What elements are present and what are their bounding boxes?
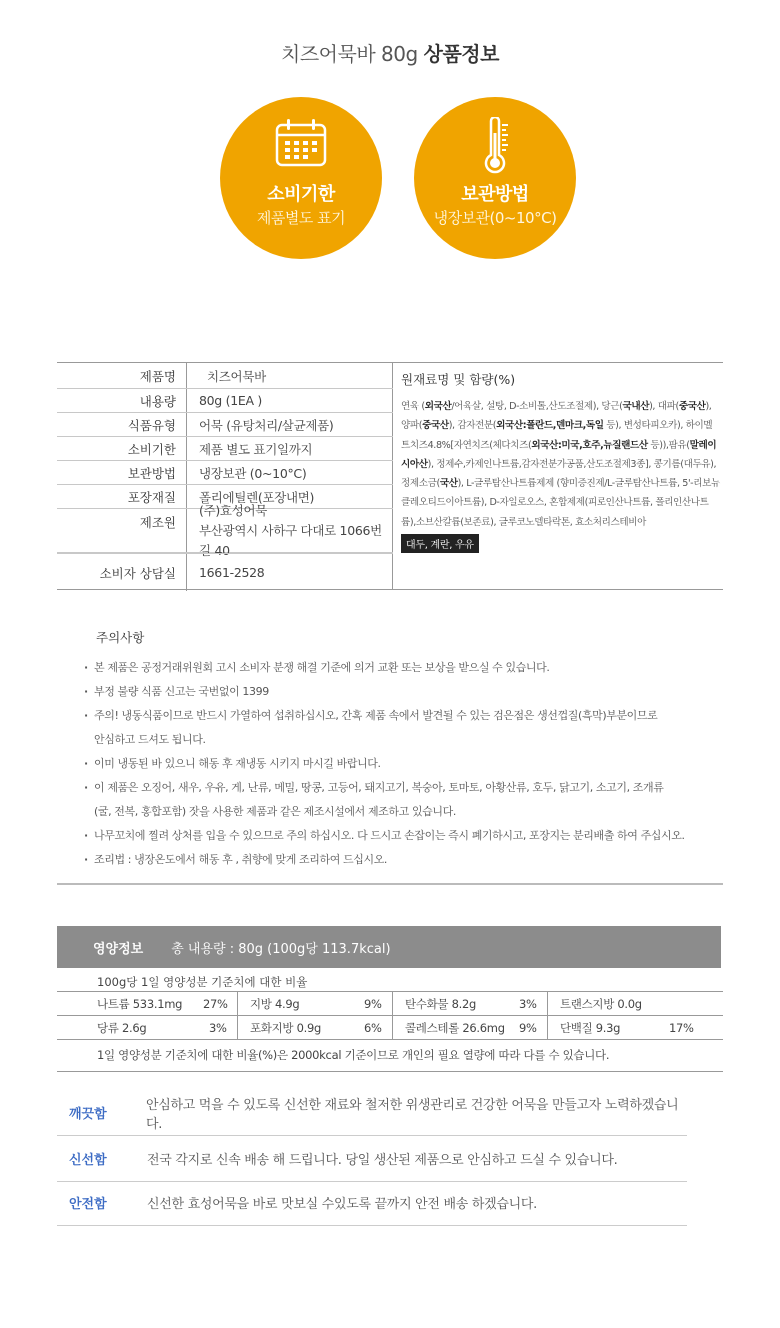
caution-text: 조리법 : 냉장온도에서 해동 후 , 취향에 맞게 조리하여 드십시오. <box>94 853 388 866</box>
info-value: 어묵 (유탕처리/살균제품) <box>199 417 334 433</box>
info-row-storage <box>57 461 393 485</box>
caution-text-continued: 안심하고 드셔도 됩니다. <box>94 733 206 746</box>
divider <box>547 992 548 1016</box>
info-row-contact <box>57 553 393 591</box>
ingredients-part: 등)),팜유( <box>647 439 690 451</box>
info-left-column <box>57 363 393 589</box>
product-info-table <box>57 362 723 590</box>
product-name: 치즈어묵바 80g <box>281 42 418 66</box>
divider <box>547 1016 548 1040</box>
info-row-expiry <box>57 437 393 461</box>
expiry-badge <box>220 97 382 259</box>
promise-text: 안심하고 먹을 수 있도록 신선한 재료와 철저한 위생관리로 건강한 어묵을 만들고자 노력하겠습니다. <box>145 1097 679 1132</box>
info-value: 치즈어묵바 <box>207 368 266 384</box>
ingredients-part: ), 정제수,카제인나트륨,감자전분가공품,산도조절제3종], 콩기름(대두유), 정제소금( <box>401 458 717 490</box>
storage-title: 보관방법 <box>461 184 529 205</box>
caution-text: 나무꼬치에 찔려 상처를 입을 수 있으므로 주의 하십시오. 다 드시고 손잡이는 즉시 폐기하시고, 포장지는 분리배출 하여 주십시오. <box>94 829 685 842</box>
manufacturer-name: (주)효성어묵 <box>199 502 268 518</box>
info-key: 소비자 상담실 <box>57 554 187 591</box>
info-value: 80g (1EA ) <box>199 393 262 408</box>
info-row-name <box>57 363 393 389</box>
nutrient-pct: 3% <box>209 1021 227 1035</box>
nutrient-pct: 3% <box>519 997 537 1011</box>
divider <box>57 883 723 885</box>
promise-text: 신선한 효성어묵을 바로 맛보실 수있도록 끝까지 안전 배송 하겠습니다. <box>147 1197 537 1212</box>
nutrition-row <box>57 1016 723 1040</box>
info-row-type <box>57 413 393 437</box>
ingredients-part: 연육 ( <box>401 401 425 412</box>
nutrient-name: 당류 2.6g <box>97 1021 147 1035</box>
expiry-subtitle: 제품별도 표기 <box>256 209 346 227</box>
nutrient-pct: 17% <box>669 1021 694 1035</box>
nutrient-name: 포화지방 0.9g <box>250 1021 321 1035</box>
ingredients-part: ), 양파( <box>401 401 712 432</box>
nutrient-name: 트랜스지방 0.0g <box>560 997 642 1011</box>
nutrition-header <box>57 926 721 968</box>
ingredients-text <box>401 397 721 532</box>
ingredients-origin: 외국산:폴란드,덴마크,독일 <box>496 420 604 432</box>
caution-list <box>82 656 722 872</box>
info-key: 내용량 <box>57 389 187 412</box>
storage-subtitle: 냉장보관(0~10°C) <box>433 209 557 227</box>
page-title <box>0 38 780 67</box>
caution-item <box>82 656 722 680</box>
nutrient-pct: 9% <box>519 1021 537 1035</box>
caution-item <box>82 704 722 752</box>
info-value: 1661-2528 <box>199 565 265 580</box>
info-key: 보관방법 <box>57 461 187 484</box>
allergy-badge: 대두, 계란, 우유 <box>401 534 479 553</box>
caution-text: 이미 냉동된 바 있으니 해동 후 재냉동 시키지 마시길 바랍니다. <box>94 757 381 770</box>
nutrition-table <box>57 991 723 1040</box>
caution-item <box>82 824 722 848</box>
info-key: 제품명 <box>57 363 187 388</box>
ingredients-part: ), 대파( <box>649 401 679 412</box>
caution-item <box>82 752 722 776</box>
nutrition-subtitle: 100g당 1일 영양성분 기준치에 대한 비율 <box>97 975 308 989</box>
caution-item <box>82 680 722 704</box>
ingredients-part: 등), 변성타피오카), 하이멜트치즈4.8%[자연치즈(체다치즈( <box>401 420 713 451</box>
promise-fresh <box>57 1136 687 1182</box>
ingredients-column <box>401 363 721 553</box>
ingredients-origin: 중국산 <box>422 420 449 432</box>
caution-item <box>82 848 722 872</box>
promise-clean <box>57 1090 687 1136</box>
nutrient-pct: 9% <box>364 997 382 1011</box>
info-row-manufacturer <box>57 502 393 558</box>
ingredients-origin: 국산 <box>439 478 458 490</box>
promise-safe <box>57 1180 687 1226</box>
info-value: 폴리에틸렌(포장내면) <box>199 489 315 505</box>
nutrient-name: 단백질 9.3g <box>560 1021 621 1035</box>
ingredients-origin: 중국산 <box>678 401 706 412</box>
ingredients-origin: 국내산 <box>622 401 650 412</box>
storage-badge <box>414 97 576 259</box>
nutrient-pct: 6% <box>364 1021 382 1035</box>
nutrient-name: 콜레스테롤 26.6mg <box>405 1021 505 1035</box>
thermometer-icon <box>414 117 576 173</box>
info-value: 제품 별도 표기일까지 <box>199 441 313 457</box>
ingredients-origin: 외국산 <box>424 401 452 412</box>
info-key: 포장재질 <box>57 485 187 508</box>
caution-text-continued: (굴, 전복, 홍합포함) 잣을 사용한 제품과 같은 제조시설에서 제조하고 있습니다. <box>94 805 456 818</box>
ingredients-title: 원재료명 및 함량(%) <box>401 372 516 387</box>
nutrition-footnote: 1일 영양성분 기준치에 대한 비율(%)은 2000kcal 기준이므로 개인의 필요 열량에 따라 다를 수 있습니다. <box>97 1048 610 1062</box>
manufacturer-value <box>199 502 393 558</box>
manufacturer-address: 부산광역시 사하구 다대로 1066번길 40 <box>199 522 382 558</box>
expiry-title: 소비기한 <box>267 184 335 205</box>
promise-text: 전국 각지로 신속 배송 해 드립니다. 당일 생산된 제품으로 안심하고 드실 수 있습니다. <box>147 1153 618 1168</box>
divider <box>392 992 393 1016</box>
divider <box>392 1016 393 1040</box>
nutrition-title: 영양정보 <box>93 941 144 957</box>
promise-label: 신선함 <box>69 1153 107 1168</box>
promise-label: 안전함 <box>69 1197 107 1212</box>
calendar-icon <box>220 117 382 173</box>
caution-text: 주의! 냉동식품이므로 반드시 가열하여 섭취하십시오, 간혹 제품 속에서 발견될 수 있는 검은점은 생선껍질(흑막)부분이므로 <box>94 709 658 722</box>
caution-text: 본 제품은 공정거래위원회 고시 소비자 분쟁 해결 기준에 의거 교환 또는 보상을 받으실 수 있습니다. <box>94 661 550 674</box>
caution-text: 이 제품은 오징어, 새우, 우유, 게, 난류, 메밀, 땅콩, 고등어, 돼지고기, 복숭아, 토마토, 아황산류, 호두, 닭고기, 소고기, 조개류 <box>94 781 664 794</box>
divider <box>237 992 238 1016</box>
nutrient-name: 탄수화물 8.2g <box>405 997 476 1011</box>
caution-title: 주의사항 <box>96 630 145 645</box>
divider <box>237 1016 238 1040</box>
info-key: 제조원 <box>57 509 187 552</box>
nutrient-name: 나트륨 533.1mg <box>97 997 183 1011</box>
info-key: 식품유형 <box>57 413 187 436</box>
nutrient-pct: 27% <box>203 997 228 1011</box>
section-title: 상품정보 <box>423 42 499 66</box>
info-key: 소비기한 <box>57 437 187 460</box>
caution-item <box>82 776 722 824</box>
nutrition-total: 총 내용량 : 80g (100g당 113.7kcal) <box>171 941 391 957</box>
promise-label: 깨끗함 <box>69 1107 107 1122</box>
info-value: 냉장보관 (0~10°C) <box>199 465 307 481</box>
ingredients-part: /어육살, 설탕, D-소비톨,산도조절제), 당근( <box>451 401 623 412</box>
ingredients-part: ), 감자전분( <box>448 420 497 432</box>
caution-text: 부정 불량 식품 신고는 국번없이 1399 <box>94 685 269 698</box>
ingredients-part: ), L-글루탐산나트륨제제 (향미증진제/L-글루탐산나트륨, 5'-리보뉴클레오티드이아트륨), D-자일로오스, 혼합제제(피로인산나트륨, 폴리인산나트륨),소브산칼륨(보존료), 글루코노델타락톤, 효소처리스테비아 <box>401 478 720 528</box>
nutrient-name: 지방 4.9g <box>250 997 300 1011</box>
caution-section <box>82 628 722 872</box>
ingredients-origin: 외국산:미국,호주,뉴질랜드산 <box>531 439 648 451</box>
divider <box>57 1071 723 1072</box>
info-row-volume <box>57 389 393 413</box>
ingredients-origin: 말레이시아산 <box>401 439 717 470</box>
nutrition-row <box>57 992 723 1016</box>
